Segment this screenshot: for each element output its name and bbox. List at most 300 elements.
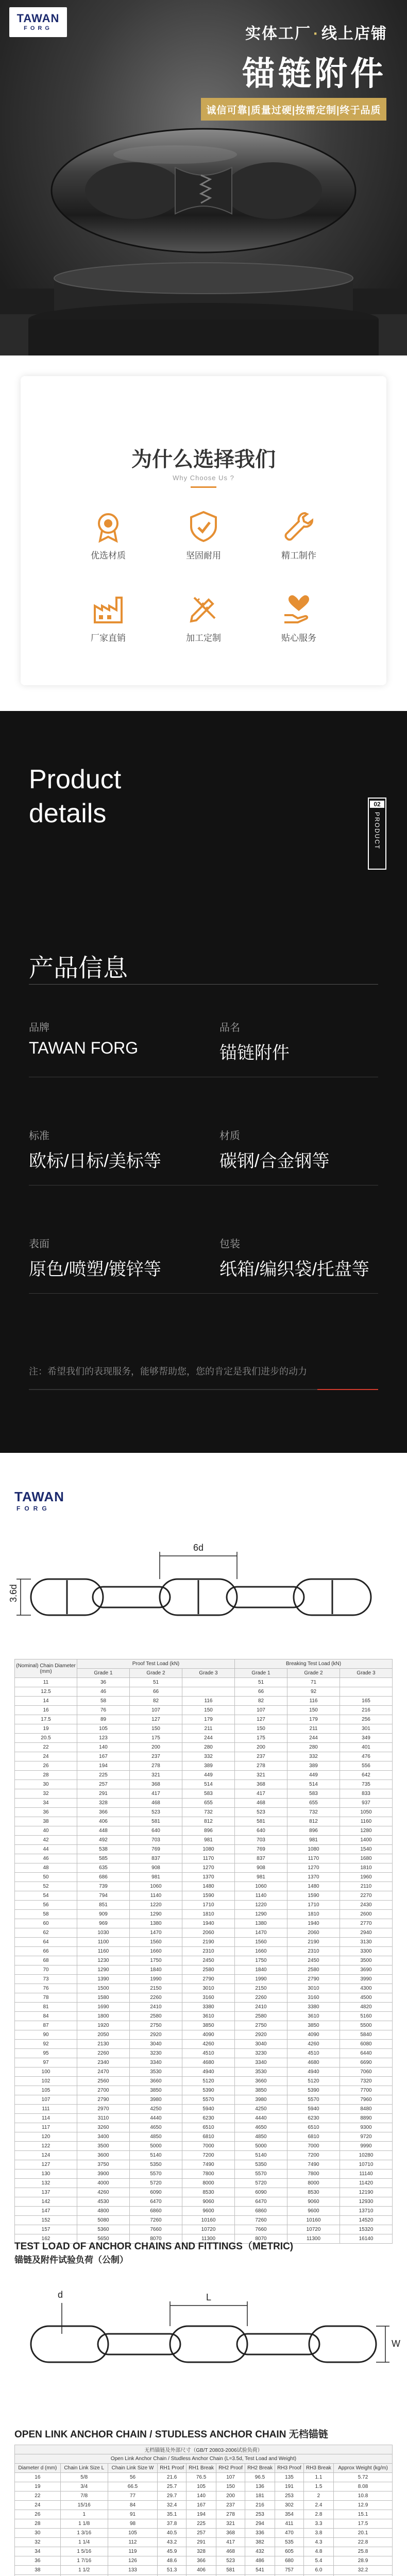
- table-row: [15, 1845, 393, 1854]
- table-cell: 77: [108, 2492, 158, 2501]
- table-cell: 90: [15, 2030, 77, 2040]
- table-cell: 4500: [340, 1993, 393, 2003]
- table-cell: 321: [216, 2519, 245, 2529]
- table-cell: 2970: [77, 2105, 130, 2114]
- table-cell: 7200: [182, 2151, 235, 2160]
- table-cell: 237: [130, 1752, 182, 1761]
- table-cell: 211: [287, 1724, 340, 1734]
- hero-banner: [0, 0, 407, 355]
- table-cell: 4250: [235, 2105, 287, 2114]
- table-cell: 244: [182, 1734, 235, 1743]
- table-cell: 4510: [287, 2049, 340, 2058]
- heart-hand-icon: [282, 592, 315, 625]
- table-cell: 1270: [287, 1863, 340, 1873]
- table-row: [15, 2482, 393, 2492]
- table-cell: 4260: [182, 2040, 235, 2049]
- table-cell: 3600: [77, 2151, 130, 2160]
- sheet-logo: [14, 1489, 92, 1510]
- table-cell: 73: [15, 1975, 77, 1984]
- table-cell: 127: [130, 1715, 182, 1724]
- table-cell: 225: [186, 2519, 216, 2529]
- table-cell: 5080: [77, 2216, 130, 2225]
- table-cell: 6510: [182, 2123, 235, 2132]
- table-row: [15, 1891, 393, 1901]
- table-cell: 3300: [340, 1947, 393, 1956]
- spec-key: 品牌: [29, 1022, 49, 1033]
- table-cell: 1940: [182, 1919, 235, 1928]
- table-cell: 280: [182, 1743, 235, 1752]
- table-cell: 851: [77, 1901, 130, 1910]
- table-row: [15, 2132, 393, 2142]
- table-cell: 1840: [235, 1965, 287, 1975]
- details-zh-title: 产品信息: [29, 955, 128, 982]
- table-cell: 7/8: [60, 2492, 108, 2501]
- logo-sub-text: FORG: [24, 25, 53, 31]
- table-cell: 476: [340, 1752, 393, 1761]
- table-cell: 1370: [182, 1873, 235, 1882]
- table-cell: 896: [287, 1826, 340, 1836]
- table-cell: 1270: [182, 1863, 235, 1873]
- table-cell: 1370: [287, 1873, 340, 1882]
- table-cell: 5.72: [334, 2473, 393, 2482]
- table-cell: 2580: [130, 2012, 182, 2021]
- table-cell: 2770: [340, 1919, 393, 1928]
- col-header: Chain Link Size L: [60, 2464, 108, 2473]
- table-cell: 1920: [77, 2021, 130, 2030]
- table-cell: 538: [77, 1845, 130, 1854]
- table-row: [15, 1780, 393, 1789]
- table-row: [15, 2021, 393, 2030]
- table-cell: 735: [340, 1780, 393, 1789]
- table-cell: 1170: [287, 1854, 340, 1863]
- table-row: [15, 2556, 393, 2566]
- table-cell: 2150: [235, 1984, 287, 1993]
- table-cell: 58: [15, 1910, 77, 1919]
- table-cell: 2260: [130, 1993, 182, 2003]
- shield-hand-icon: [187, 510, 220, 543]
- table-cell: 162: [15, 2234, 77, 2244]
- table-cell: 244: [287, 1734, 340, 1743]
- progress-accent: [317, 1389, 378, 1390]
- table-cell: 1810: [182, 1910, 235, 1919]
- table-cell: 1810: [287, 1910, 340, 1919]
- table-cell: 211: [182, 1724, 235, 1734]
- table-row: [15, 1761, 393, 1771]
- table-cell: 6230: [287, 2114, 340, 2123]
- width-label: 3.6d: [8, 1584, 19, 1602]
- table-cell: 4250: [130, 2105, 182, 2114]
- table-cell: 556: [340, 1761, 393, 1771]
- table-row: [15, 2105, 393, 2114]
- table-cell: 368: [130, 1780, 182, 1789]
- table-cell: 105: [186, 2482, 216, 2492]
- feature-label: 优选材质: [91, 551, 126, 561]
- table-cell: 368: [216, 2529, 245, 2538]
- table-cell: 703: [130, 1836, 182, 1845]
- table-row: [15, 1854, 393, 1863]
- pencil-ruler-icon: [187, 592, 220, 625]
- table-cell: 1.5: [303, 2482, 333, 2492]
- table-cell: 432: [245, 2547, 275, 2556]
- slogan-a: 实体工厂: [245, 25, 311, 42]
- table-cell: 366: [77, 1808, 130, 1817]
- table-cell: 256: [340, 1715, 393, 1724]
- feature-label: 精工制作: [281, 551, 316, 561]
- table-row: [15, 2225, 393, 2234]
- table-cell: 4090: [182, 2030, 235, 2040]
- table-cell: 1290: [77, 1965, 130, 1975]
- col-header: RH1 Break: [186, 2464, 216, 2473]
- table-cell: 1800: [77, 2012, 130, 2021]
- table-cell: 7060: [340, 2067, 393, 2077]
- table-cell: 194: [186, 2510, 216, 2519]
- table-cell: 51.3: [158, 2566, 186, 2575]
- table-cell: 257: [77, 1780, 130, 1789]
- table-cell: 81: [15, 2003, 77, 2012]
- table-row: [15, 1836, 393, 1845]
- table-cell: 19: [15, 1724, 77, 1734]
- table-cell: 3690: [340, 1965, 393, 1975]
- table-cell: 102: [15, 2077, 77, 2086]
- table-cell: 3110: [77, 2114, 130, 2123]
- table-cell: 449: [182, 1771, 235, 1780]
- table-cell: 66.5: [108, 2482, 158, 2492]
- table-cell: 2410: [130, 2003, 182, 2012]
- table-cell: 1960: [340, 1873, 393, 1882]
- table-row: [15, 2207, 393, 2216]
- table-cell: 2060: [287, 1928, 340, 1938]
- table-cell: 107: [235, 1706, 287, 1715]
- table-cell: 492: [77, 1836, 130, 1845]
- table-cell: 514: [287, 1780, 340, 1789]
- table-cell: 6470: [130, 2197, 182, 2207]
- table-row: [15, 1715, 393, 1724]
- table-cell: 5940: [182, 2105, 235, 2114]
- table-cell: 417: [235, 1789, 287, 1799]
- table-cell: 24: [15, 2501, 61, 2510]
- table-cell: 1170: [182, 1854, 235, 1863]
- table-cell: 179: [182, 1715, 235, 1724]
- table-cell: 29.7: [158, 2492, 186, 2501]
- table-cell: 5360: [77, 2225, 130, 2234]
- table-row: [15, 2547, 393, 2556]
- table-row: [15, 1947, 393, 1956]
- table-cell: 401: [340, 1743, 393, 1752]
- table-cell: 5140: [130, 2151, 182, 2160]
- table-cell: 4090: [287, 2030, 340, 2040]
- product-details-section: [0, 711, 407, 1453]
- table-row: [15, 1687, 393, 1697]
- table-cell: 470: [275, 2529, 304, 2538]
- table-cell: 2450: [182, 1956, 235, 1965]
- table-cell: 14520: [340, 2216, 393, 2225]
- table-cell: 9600: [287, 2207, 340, 2216]
- table-cell: 84: [108, 2501, 158, 2510]
- section-badge: [368, 798, 386, 870]
- col-header: Grade 2: [130, 1669, 182, 1678]
- table-cell: 769: [130, 1845, 182, 1854]
- table-cell: 22: [15, 2492, 61, 2501]
- table-cell: 1710: [182, 1901, 235, 1910]
- table-cell: 116: [182, 1697, 235, 1706]
- table-cell: 9600: [182, 2207, 235, 2216]
- table-cell: 1590: [287, 1891, 340, 1901]
- table-row: [15, 2519, 393, 2529]
- sheet-logo-sub: FORG: [16, 1505, 51, 1512]
- table-cell: 3660: [130, 2077, 182, 2086]
- details-en-line1: Product: [29, 765, 122, 794]
- table-row: [15, 2473, 393, 2482]
- table-cell: 1990: [235, 1975, 287, 1984]
- table-cell: 732: [287, 1808, 340, 1817]
- table-cell: 642: [340, 1771, 393, 1780]
- table-cell: 6470: [235, 2197, 287, 2207]
- table-cell: 76: [77, 1706, 130, 1715]
- table-row: [15, 1697, 393, 1706]
- table-cell: 10160: [182, 2216, 235, 2225]
- table-cell: 2560: [77, 2077, 130, 2086]
- table-cell: 25.8: [334, 2547, 393, 2556]
- table-cell: 5000: [235, 2142, 287, 2151]
- feature-item: [77, 592, 139, 643]
- table-cell: 5720: [235, 2179, 287, 2188]
- table-cell: 25.7: [158, 2482, 186, 2492]
- table-cell: 4680: [287, 2058, 340, 2067]
- table-cell: 4260: [287, 2040, 340, 2049]
- table-cell: 56: [108, 2473, 158, 2482]
- table-cell: 216: [245, 2501, 275, 2510]
- table-cell: 5570: [182, 2095, 235, 2105]
- table-cell: 38: [15, 2566, 61, 2575]
- table-cell: 237: [216, 2501, 245, 2510]
- table-cell: 3610: [287, 2012, 340, 2021]
- table-cell: 1680: [340, 1854, 393, 1863]
- table-cell: 35.1: [158, 2510, 186, 2519]
- table-row: [15, 2123, 393, 2132]
- table-cell: 2580: [182, 1965, 235, 1975]
- spec-value: 锚链附件: [219, 1043, 290, 1063]
- table-cell: 140: [77, 1743, 130, 1752]
- table-row: [15, 1808, 393, 1817]
- table-cell: 640: [130, 1826, 182, 1836]
- table-cell: 581: [130, 1817, 182, 1826]
- table-cell: 82: [130, 1697, 182, 1706]
- table-cell: 107: [216, 2473, 245, 2482]
- table-cell: 46: [15, 1854, 77, 1863]
- table-cell: 68: [15, 1956, 77, 1965]
- table-cell: 4000: [77, 2179, 130, 2188]
- col-header: RH3 Proof: [275, 2464, 304, 2473]
- table-cell: 120: [15, 2132, 77, 2142]
- table-cell: 332: [182, 1752, 235, 1761]
- table-cell: 3530: [130, 2067, 182, 2077]
- feature-item: [268, 510, 330, 561]
- table-cell: 349: [340, 1734, 393, 1743]
- table-cell: 3850: [182, 2021, 235, 2030]
- table-cell: 1060: [130, 1882, 182, 1891]
- table-cell: 1 7/16: [60, 2556, 108, 2566]
- table-row: [15, 1965, 393, 1975]
- table-cell: 468: [130, 1799, 182, 1808]
- table-cell: 294: [245, 2519, 275, 2529]
- table-cell: 1710: [287, 1901, 340, 1910]
- table-cell: 44: [15, 1845, 77, 1854]
- table-cell: 200: [130, 1743, 182, 1752]
- table-cell: 1810: [340, 1863, 393, 1873]
- badge-number: 02: [370, 801, 384, 808]
- table-cell: 523: [235, 1808, 287, 1817]
- table-cell: 237: [235, 1752, 287, 1761]
- table-cell: 6510: [287, 2123, 340, 2132]
- table-cell: 32: [15, 2538, 61, 2547]
- col-group-header: Proof Test Load (kN): [77, 1659, 235, 1669]
- display-pedestal: [0, 242, 407, 355]
- feature-item: [173, 510, 234, 561]
- table-cell: 1290: [235, 1910, 287, 1919]
- table-cell: 51: [235, 1678, 287, 1687]
- table-cell: 71: [287, 1678, 340, 1687]
- table-cell: 4850: [130, 2132, 182, 2142]
- table-row: [15, 2538, 393, 2547]
- table-cell: 757: [275, 2566, 304, 2575]
- table-cell: 2310: [182, 1947, 235, 1956]
- table-cell: 30: [15, 2529, 61, 2538]
- table-cell: 3160: [287, 1993, 340, 2003]
- col-header: Grade 3: [340, 1669, 393, 1678]
- table-row: [15, 2179, 393, 2188]
- table-cell: 253: [275, 2492, 304, 2501]
- table-cell: 812: [287, 1817, 340, 1826]
- table-cell: 1400: [340, 1836, 393, 1845]
- table-cell: 194: [77, 1761, 130, 1771]
- table-cell: 66: [15, 1947, 77, 1956]
- table-cell: 5.4: [303, 2556, 333, 2566]
- table-cell: 382: [245, 2538, 275, 2547]
- table-cell: 32.4: [158, 2501, 186, 2510]
- table-cell: 21.6: [158, 2473, 186, 2482]
- table-cell: 36: [77, 1678, 130, 1687]
- table-cell: 8890: [340, 2114, 393, 2123]
- table-cell: 2130: [77, 2040, 130, 2049]
- table-cell: 1100: [77, 1938, 130, 1947]
- table-cell: 4.3: [303, 2538, 333, 2547]
- table-cell: 328: [77, 1799, 130, 1808]
- table-cell: 523: [130, 1808, 182, 1817]
- table-cell: 100: [15, 2067, 77, 2077]
- table-row: [15, 1863, 393, 1873]
- table-cell: 111: [15, 2105, 77, 2114]
- table-row: [15, 2030, 393, 2040]
- table-cell: 82: [235, 1697, 287, 1706]
- table-cell: 896: [182, 1826, 235, 1836]
- table-cell: 1140: [235, 1891, 287, 1901]
- table-cell: 514: [182, 1780, 235, 1789]
- table-row: [15, 2049, 393, 2058]
- table-cell: 92: [287, 1687, 340, 1697]
- table-cell: 354: [275, 2510, 304, 2519]
- why-title: 为什么选择我们: [131, 448, 276, 471]
- table-row: [15, 1678, 393, 1687]
- table-cell: 10.8: [334, 2492, 393, 2501]
- table-cell: 280: [287, 1743, 340, 1752]
- table-cell: 6860: [130, 2207, 182, 2216]
- table-cell: 200: [216, 2492, 245, 2501]
- table-cell: 523: [216, 2556, 245, 2566]
- table-cell: [182, 1678, 235, 1687]
- table-cell: 909: [77, 1910, 130, 1919]
- table-cell: 152: [15, 2216, 77, 2225]
- table-cell: 981: [235, 1873, 287, 1882]
- table-cell: 837: [130, 1854, 182, 1863]
- table-row: [15, 2077, 393, 2086]
- table-row: [15, 1789, 393, 1799]
- table-cell: 3.8: [303, 2529, 333, 2538]
- table-row: [15, 2095, 393, 2105]
- col-header: RH2 Proof: [216, 2464, 245, 2473]
- table-cell: 1220: [130, 1901, 182, 1910]
- table-cell: 22: [15, 1743, 77, 1752]
- table-cell: 4850: [235, 2132, 287, 2142]
- table-cell: 1030: [77, 1928, 130, 1938]
- table-cell: 1590: [182, 1891, 235, 1901]
- table-cell: 11300: [182, 2234, 235, 2244]
- table-cell: 8070: [235, 2234, 287, 2244]
- table-cell: 1160: [77, 1947, 130, 1956]
- table-cell: 8000: [182, 2179, 235, 2188]
- table-cell: 1280: [340, 1826, 393, 1836]
- table-cell: 16140: [340, 2234, 393, 2244]
- table-cell: 301: [340, 1724, 393, 1734]
- table-cell: 6090: [130, 2188, 182, 2197]
- table-cell: 703: [235, 1836, 287, 1845]
- table-cell: 42: [15, 1836, 77, 1845]
- table-cell: 794: [77, 1891, 130, 1901]
- table-cell: 1160: [340, 1817, 393, 1826]
- table-cell: 46: [77, 1687, 130, 1697]
- table-cell: 19: [15, 2482, 61, 2492]
- table-cell: 1140: [130, 1891, 182, 1901]
- table-cell: 7660: [235, 2225, 287, 2234]
- table-cell: 7260: [235, 2216, 287, 2225]
- spec-key: 品名: [219, 1022, 240, 1033]
- table-cell: 15320: [340, 2225, 393, 2234]
- table-cell: 7200: [287, 2151, 340, 2160]
- table-cell: 58: [77, 1697, 130, 1706]
- table-cell: 3010: [287, 1984, 340, 1993]
- table-cell: 5650: [77, 2234, 130, 2244]
- table-cell: 123: [77, 1734, 130, 1743]
- table-cell: 4440: [235, 2114, 287, 2123]
- table-cell: 10160: [287, 2216, 340, 2225]
- table-cell: 22.8: [334, 2538, 393, 2547]
- spec-value: 欧标/日标/美标等: [29, 1151, 161, 1171]
- table-cell: 179: [287, 1715, 340, 1724]
- spec-value: 原色/喷塑/镀锌等: [29, 1260, 161, 1279]
- col-header: RH2 Break: [245, 2464, 275, 2473]
- table-cell: 3850: [130, 2086, 182, 2095]
- table-header: 无档锚链及外部尺寸（GB/T 20803-2006试验负荷）: [15, 2445, 393, 2454]
- table-cell: 3040: [235, 2040, 287, 2049]
- table-cell: 291: [186, 2538, 216, 2547]
- table-cell: 40.5: [158, 2529, 186, 2538]
- table-cell: 5570: [287, 2095, 340, 2105]
- table-cell: 28: [15, 1771, 77, 1780]
- table-cell: 2260: [235, 1993, 287, 2003]
- table-cell: 6440: [340, 2049, 393, 2058]
- table-cell: 1690: [77, 2003, 130, 2012]
- table-cell: 291: [77, 1789, 130, 1799]
- spec-key: 材质: [219, 1130, 240, 1142]
